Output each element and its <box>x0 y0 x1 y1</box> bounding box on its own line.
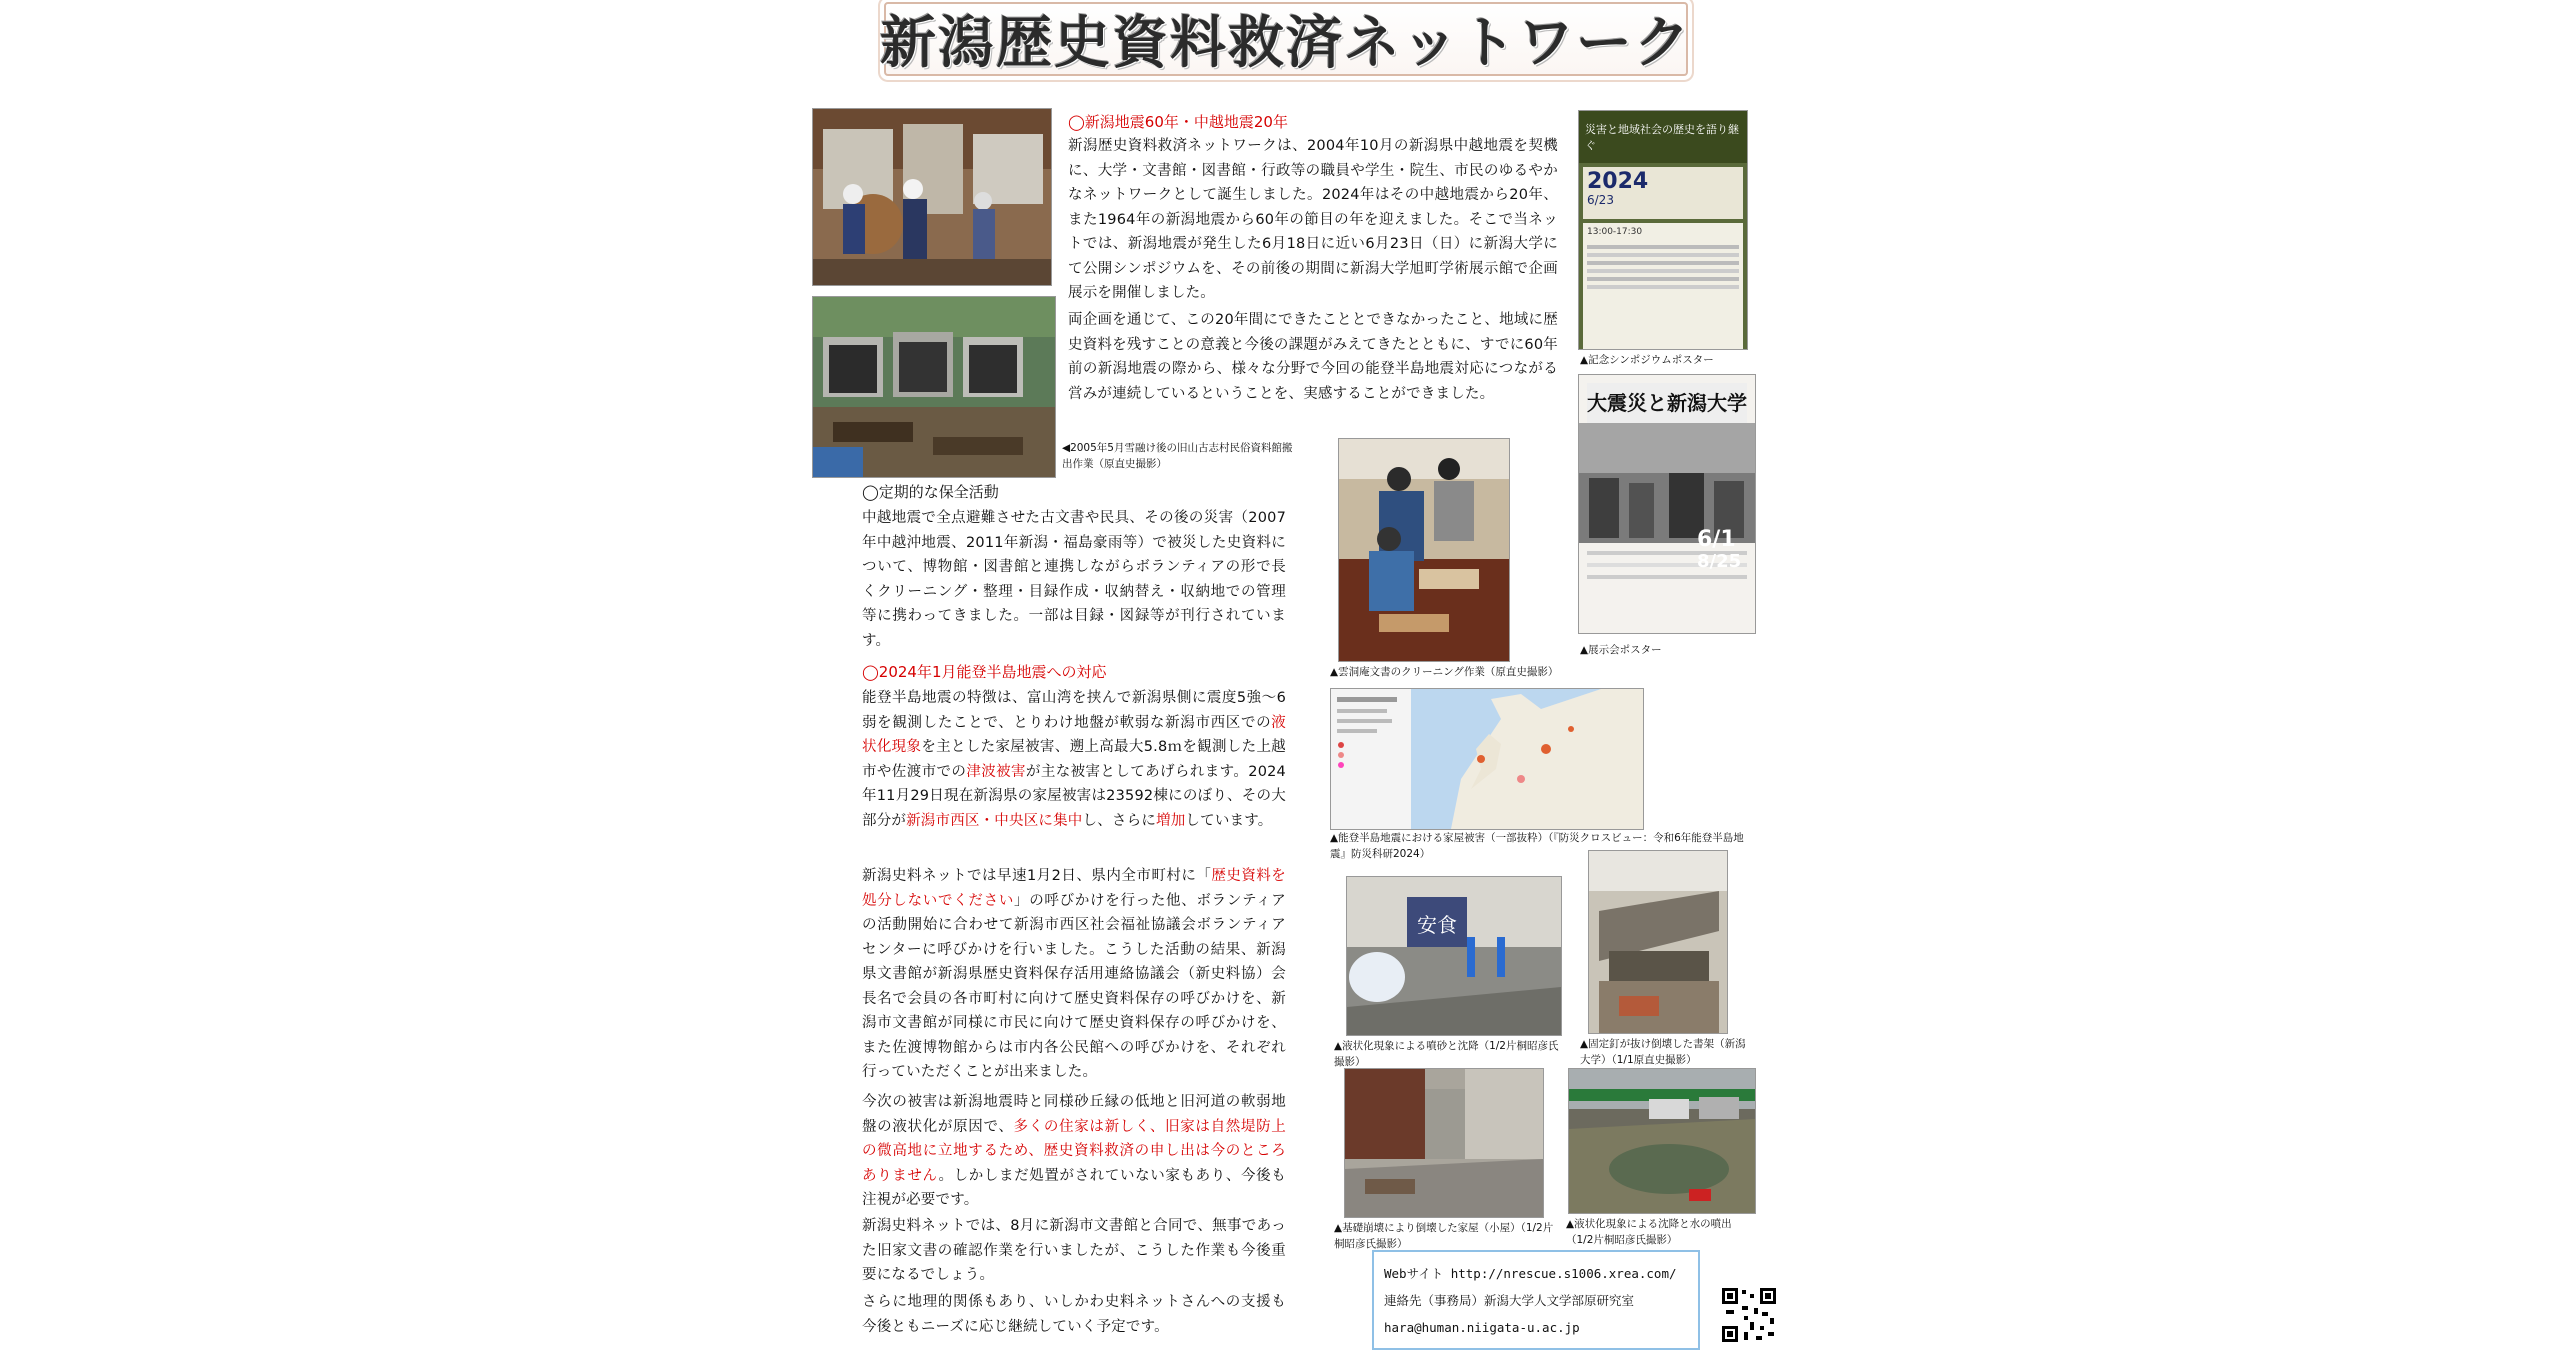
poster-symposium-year: 2024 <box>1587 169 1649 194</box>
section3-heading: ◯2024年1月能登半島地震への対応 <box>862 663 1107 681</box>
p1-highlight-liquefaction: 液状化現象 <box>862 714 1286 755</box>
p1-highlight-concentration: 新潟市西区・中央区に集中 <box>906 812 1083 829</box>
section3-paragraph4: 新潟史料ネットでは、8月に新潟市文書館と合同で、無事であった旧家文書の確認作業を行いましたが、こうした作業も今後重要になるでしょう。 <box>862 1218 1286 1283</box>
section3-paragraph1 <box>862 686 1286 833</box>
section3-paragraph3 <box>862 1090 1286 1213</box>
p1-text-a: 能登半島地震の特徴は、富山湾を挟んで新潟県側に震度5強〜6弱を観測したことで、とりわけ地盤が軟弱な新潟市西区での <box>862 690 1286 731</box>
p3-highlight-old-houses: 多くの住家は新しく、旧家は自然堤防上の微高地に立地するため、歴史資料救済の申し出は今のところありません <box>862 1118 1286 1184</box>
p2-text-c: 」の呼びかけを行った他、ボランティアの活動開始に合わせて新潟市西区社会福祉協議会ボランティアセンターに呼びかけを行いました。こうした活動の結果、新潟県文書館が新潟県歴史資料保存活用連絡協議会（新史料協）会長名で会員の各市町村に向けて歴史資料保存の呼びかけを、新潟市文書館が同様に市民に向けて歴史資料保存の呼びかけを、また佐渡博物館からは市内各公民館への呼びかけを、それぞれ行っていただくことが出来ました。 <box>862 892 1286 1080</box>
shop-sign-text: 安食 <box>1417 913 1457 937</box>
website-link[interactable]: Webサイト http://nrescue.s1006.xrea.com/ <box>1384 1266 1677 1281</box>
poster-symposium-time: 13:00-17:30 <box>1587 227 1643 237</box>
map-house-damage <box>1330 688 1644 830</box>
section1-heading: ◯新潟地震60年・中越地震20年 <box>1068 113 1288 131</box>
p1-text-i: しています。 <box>1185 812 1273 829</box>
caption-water: ▲液状化現象による沈降と水の噴出（1/2片桐昭彦氏撮影） <box>1566 1218 1732 1246</box>
contact-box <box>1372 1250 1700 1350</box>
poster-exhibition <box>1578 374 1756 634</box>
poster-exhibition-date2: 8/25 <box>1697 551 1742 572</box>
section2-paragraph: 中越地震で全点避難させた古文書や民具、その後の災害（2007年中越沖地震、2011年新潟・福島豪雨等）で被災した史資料について、博物館・図書館と連携しながらボランティアの形で長くクリーニング・整理・目録作成・収納替え・収納地での管理等に携わってきました。一部は目録・図録等が刊行されています。 <box>862 510 1286 649</box>
p1-text-e: が主な被害としてあげられます。2024年11月29日現在新潟県の家屋被害は23592棟にのぼり、その大部分が <box>862 763 1286 829</box>
caption-shelf: ▲固定釘が抜け倒壊した書架（新潟大学）（1/1原直史撮影） <box>1580 1038 1746 1066</box>
caption-poster-exhibition: ▲展示会ポスター <box>1580 644 1662 656</box>
caption-photo-2005: ◀2005年5月雪融け後の旧山古志村民俗資料館搬出作業（原直史撮影） <box>1062 442 1293 470</box>
p2-highlight-appeal: 歴史資料を処分しないでください <box>862 868 1287 909</box>
p1-highlight-increase: 増加 <box>1156 812 1186 829</box>
poster-symposium-date: 6/23 <box>1587 193 1614 207</box>
poster-exhibition-headline: 大震災と新潟大学 <box>1587 383 1747 423</box>
office-contact: 連絡先（事務局）新潟大学人文学部原研究室 <box>1384 1293 1635 1308</box>
photo-collapsed-bookshelf <box>1588 850 1728 1034</box>
p3-text-c: 。しかしまだ処置がされていない家もあり、今後も注視が必要です。 <box>862 1167 1286 1208</box>
p3-text-a: 今次の被害は新潟地震時と同様砂丘縁の低地と旧河道の軟弱地盤の液状化が原因で、 <box>862 1094 1286 1135</box>
qr-code[interactable] <box>1720 1286 1778 1344</box>
caption-map: ▲能登半島地震における家屋被害（一部抜粋）（『防災クロスビュー：令和6年能登半島地震』防災科研2024） <box>1330 832 1744 860</box>
photo-liquefaction-water <box>1568 1068 1756 1214</box>
caption-cleaning: ▲雲洞庵文書のクリーニング作業（原直史撮影） <box>1330 666 1559 678</box>
p1-highlight-tsunami: 津波被害 <box>966 763 1026 780</box>
section3-paragraph5: さらに地理的関係もあり、いしかわ史料ネットさんへの支援も今後ともニーズに応じ継続していく予定です。 <box>862 1294 1286 1335</box>
email-link[interactable]: hara@human.niigata-u.ac.jp <box>1384 1320 1580 1335</box>
photo-storage-containers <box>812 296 1056 478</box>
p2-text-a: 新潟史料ネットでは早速1月2日、県内全市町村に「 <box>862 868 1212 884</box>
photo-museum-evacuation <box>812 108 1052 286</box>
title-banner <box>880 2 1692 76</box>
photo-liquefaction-sand <box>1346 876 1562 1036</box>
section1-paragraph2: 両企画を通じて、この20年間にできたこととできなかったこと、地域に歴史資料を残すことの意義と今後の課題がみえてきたとともに、すでに60年前の新潟地震の際から、様々な分野で今回の能登半島地震対応につながる営みが連続しているということを、実感することができました。 <box>1068 312 1558 402</box>
poster-symposium-headline: 災害と地域社会の歴史を語り継ぐ <box>1579 111 1747 163</box>
section3-paragraph2 <box>862 864 1286 1085</box>
page-title: 新潟歴史資料救済ネットワーク <box>880 11 1692 76</box>
caption-liquefaction: ▲液状化現象による噴砂と沈降（1/2片桐昭彦氏撮影） <box>1334 1040 1559 1068</box>
section1-paragraph1: 新潟歴史資料救済ネットワークは、2004年10月の新潟県中越地震を契機に、大学・文書館・図書館・行政等の職員や学生・院生、市民のゆるやかなネットワークとして誕生しました。2024年はその中越地震から20年、また1964年の新潟地震から60年の節目の年を迎えました。そこで当ネットでは、新潟地震が発生した6月18日に近い6月23日（日）に新潟大学にて公開シンポジウムを、その前後の期間に新潟大学旭町学術展示館で企画展示を開催しました。 <box>1068 138 1558 301</box>
section2-heading: ◯定期的な保全活動 <box>862 483 999 501</box>
photo-document-cleaning <box>1338 438 1510 662</box>
caption-house: ▲基礎崩壊により倒壊した家屋（小屋）（1/2片桐昭彦氏撮影） <box>1334 1222 1554 1250</box>
poster-symposium <box>1578 110 1748 350</box>
p1-text-g: し、さらに <box>1082 812 1157 829</box>
photo-collapsed-house <box>1344 1068 1544 1218</box>
caption-poster-symposium: ▲記念シンポジウムポスター <box>1580 354 1714 366</box>
p1-text-c: を主とした家屋被害、遡上高最大5.8ｍを観測した上越市や佐渡市での <box>862 739 1286 780</box>
poster-exhibition-date1: 6/1 <box>1697 527 1736 552</box>
